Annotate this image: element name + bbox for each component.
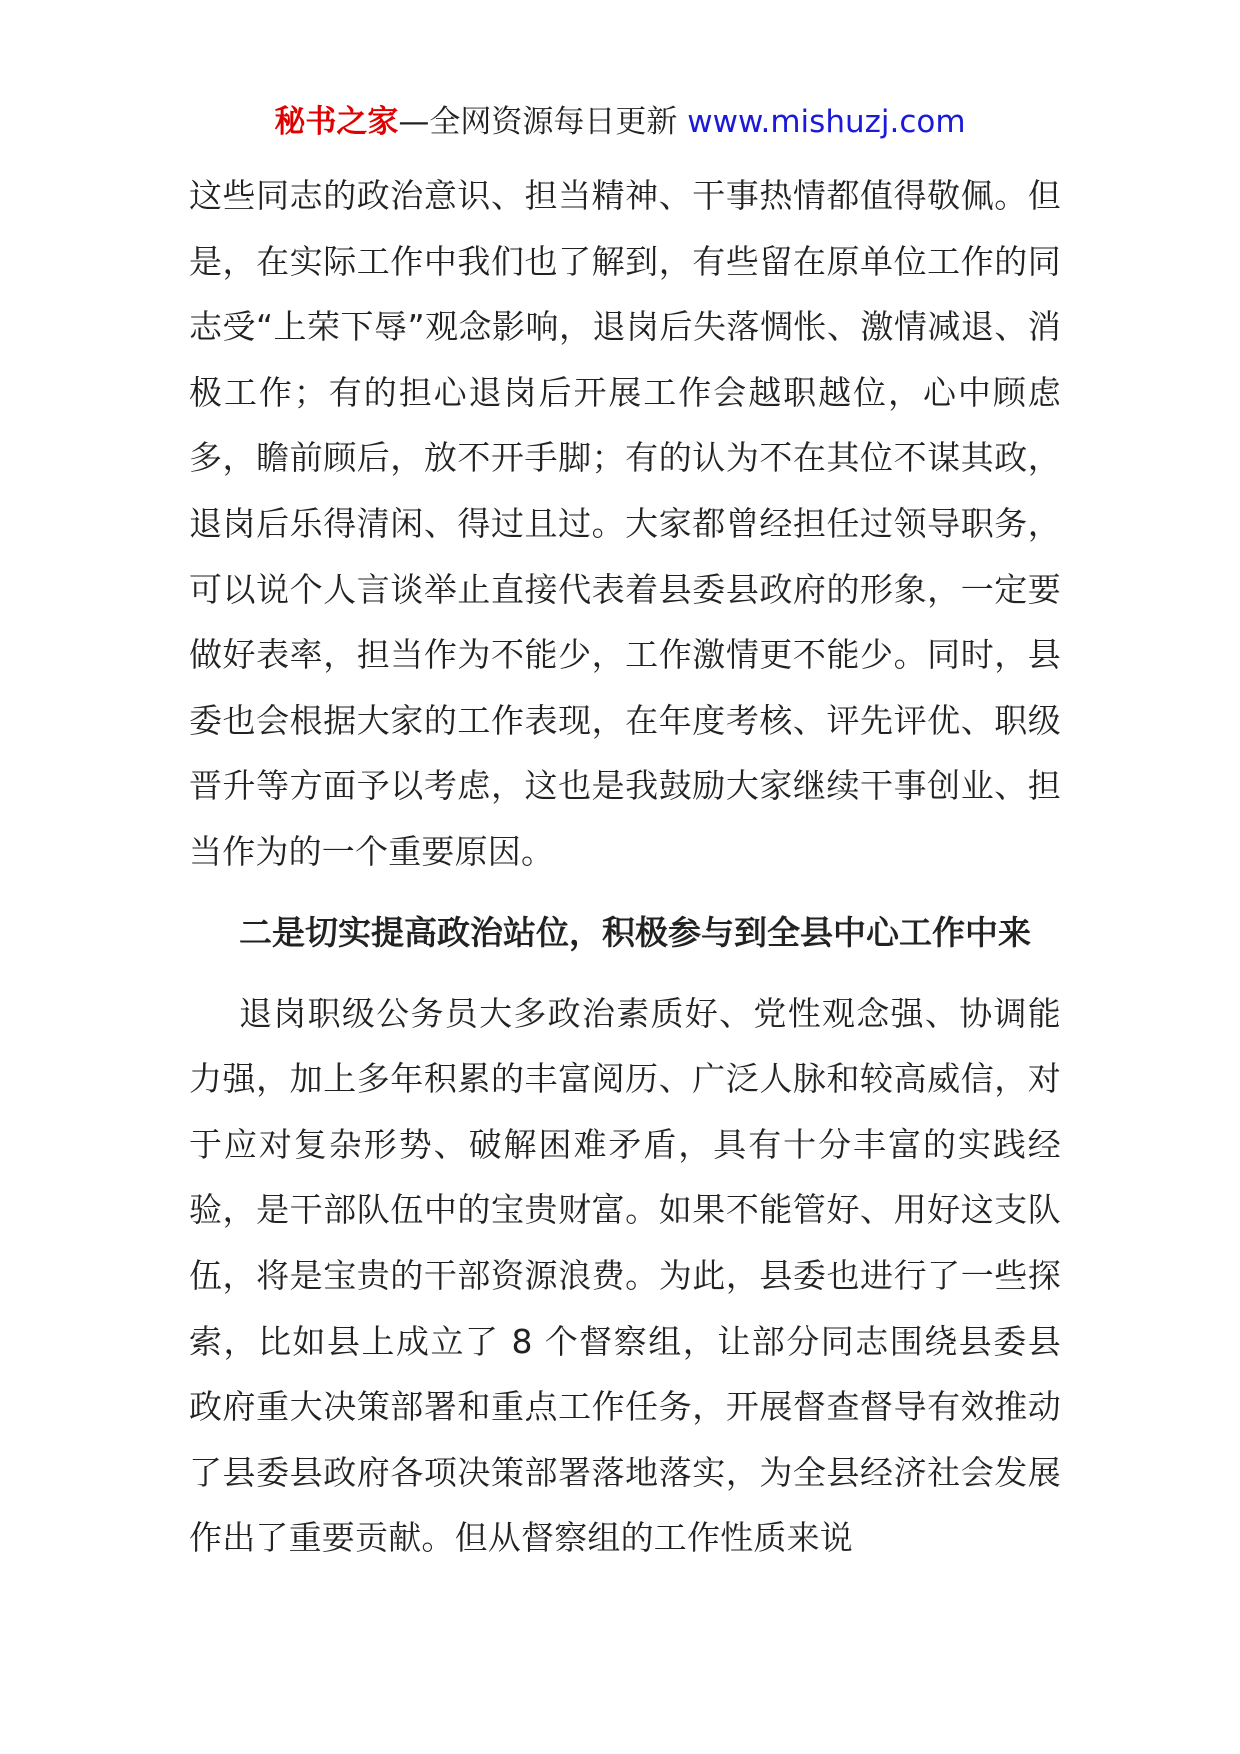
body-paragraph: 退岗职级公务员大多政治素质好、党性观念强、协调能力强，加上多年积累的丰富阅历、广泛人脉和较高威信，对于应对复杂形势、破解困难矛盾，具有十分丰富的实践经验，是干部队伍中的宝贵财富。如果不能管好、用好这支队伍，将是宝贵的干部资源浪费。为此，县委也进行了一些探索，比如县上成立了 8 个督察组，让部分同志围绕县委县政府重大决策部署和重点工作任务，开展督查督导有效推动了县委县政府各项决策部署落地落实，为全县经济社会发展作出了重要贡献。但从督察组的工作性质来说: [189, 993, 1061, 1558]
document-body: [189, 163, 1061, 1571]
section-heading: 二是切实提高政治站位，积极参与到全县中心工作中来: [239, 912, 1031, 952]
brand-name: 秘书之家: [274, 104, 399, 140]
page-header: [0, 100, 1240, 144]
body-paragraph: 这些同志的政治意识、担当精神、干事热情都值得敬佩。但是，在实际工作中我们也了解到，有些留在原单位工作的同志受“上荣下辱”观念影响，退岗后失落惆怅、激情减退、消极工作；有的担心退岗后开展工作会越职越位，心中顾虑多，瞻前顾后，放不开手脚；有的认为不在其位不谋其政，退岗后乐得清闲、得过且过。大家都曾经担任过领导职务，可以说个人言谈举止直接代表着县委县政府的形象，一定要做好表率，担当作为不能少，工作激情更不能少。同时，县委也会根据大家的工作表现，在年度考核、评先评优、职级晋升等方面予以考虑，这也是我鼓励大家继续干事创业、担当作为的一个重要原因。: [189, 176, 1061, 871]
header-slogan: —全网资源每日更新: [398, 104, 678, 140]
header-url-link[interactable]: www.mishuzj.com: [687, 104, 966, 140]
